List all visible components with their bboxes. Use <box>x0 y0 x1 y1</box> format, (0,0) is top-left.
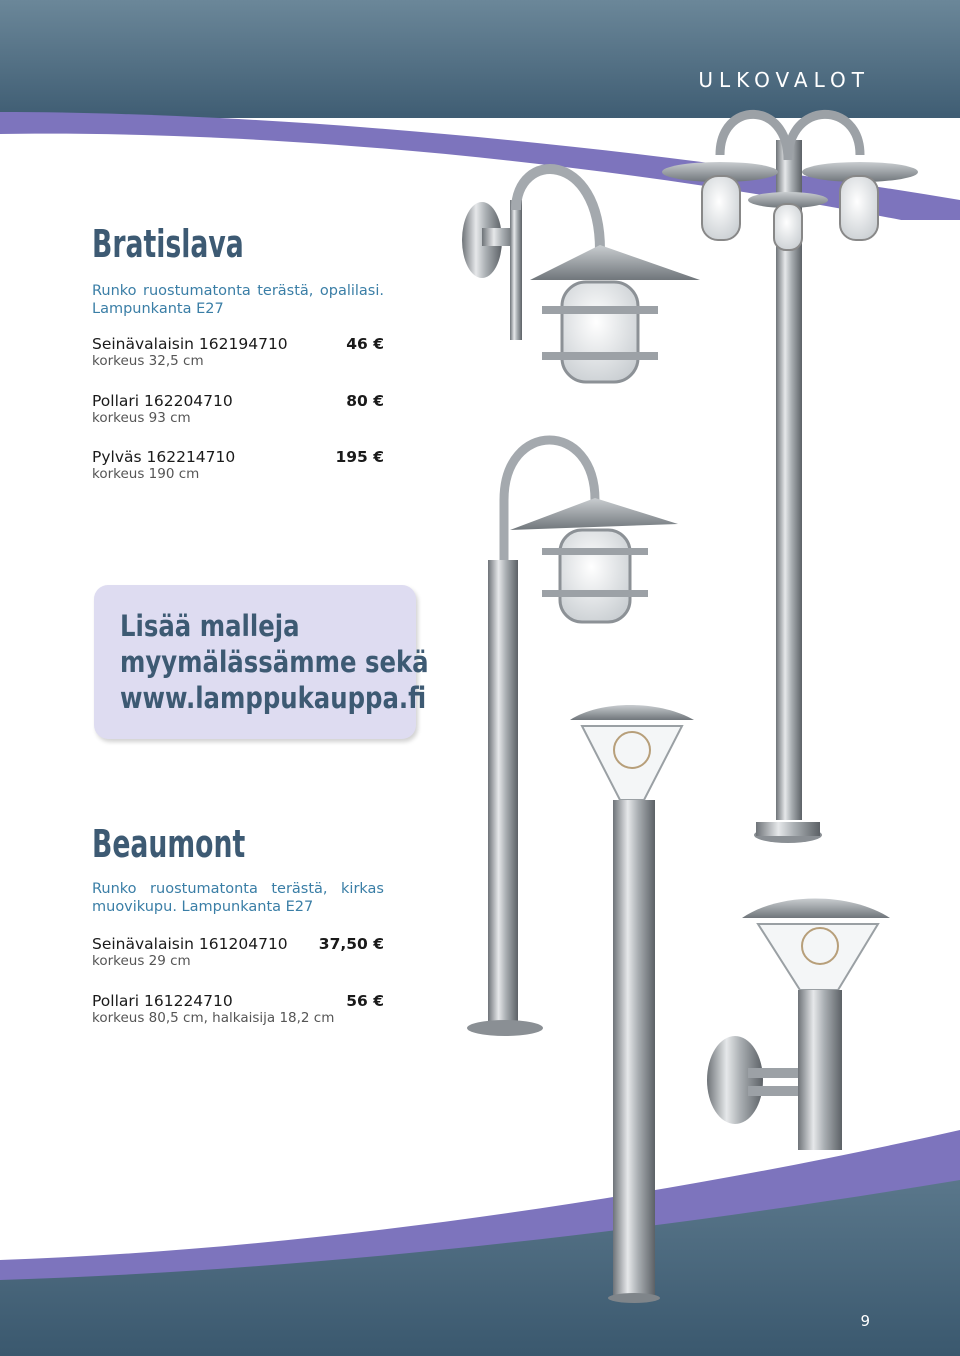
item-detail: korkeus 93 cm <box>92 410 191 426</box>
info-box <box>94 585 429 739</box>
item-price: 80 € <box>346 392 384 410</box>
product-title-bratislava: Bratislava <box>92 222 244 266</box>
bratislava-post-lamp <box>662 114 918 843</box>
item-price: 56 € <box>346 992 384 1010</box>
item-price: 37,50 € <box>318 935 384 953</box>
item-name: Pollari 161224710 <box>92 992 233 1010</box>
item-detail: korkeus 190 cm <box>92 466 200 482</box>
item-detail: korkeus 80,5 cm, halkaisija 18,2 cm <box>92 1010 335 1026</box>
product-item <box>92 335 384 370</box>
item-name: Seinävalaisin 162194710 <box>92 335 288 353</box>
info-line-2: myymälässämme sekä <box>120 645 429 679</box>
beaumont-wall-lamp <box>707 899 890 1151</box>
info-line-1: Lisää malleja <box>120 609 300 643</box>
item-detail: korkeus 32,5 cm <box>92 353 204 369</box>
bratislava-wall-lamp <box>462 169 700 382</box>
product-description-bratislava: Runko ruostumatonta terästä, opalilasi. Lampunkanta E27 <box>92 283 384 317</box>
product-title-beaumont: Beaumont <box>92 822 246 866</box>
page-number: 9 <box>860 1312 870 1330</box>
website-link[interactable]: www.lamppukauppa.fi <box>120 681 427 715</box>
product-item <box>92 392 384 427</box>
item-price: 195 € <box>335 448 384 466</box>
item-name: Pollari 162204710 <box>92 392 233 410</box>
item-name: Pylväs 162214710 <box>92 448 236 466</box>
product-item <box>92 448 384 483</box>
beaumont-bollard-lamp <box>570 705 694 1303</box>
product-description-beaumont: Runko ruostumatonta terästä, kirkas muovikupu. Lampunkanta E27 <box>92 881 384 915</box>
category-title: ULKOVALOT <box>698 68 870 92</box>
item-detail: korkeus 29 cm <box>92 953 191 969</box>
item-name: Seinävalaisin 161204710 <box>92 935 288 953</box>
product-item <box>92 935 384 970</box>
item-price: 46 € <box>346 335 384 353</box>
lamp-photos <box>430 100 960 1310</box>
product-item <box>92 992 384 1027</box>
